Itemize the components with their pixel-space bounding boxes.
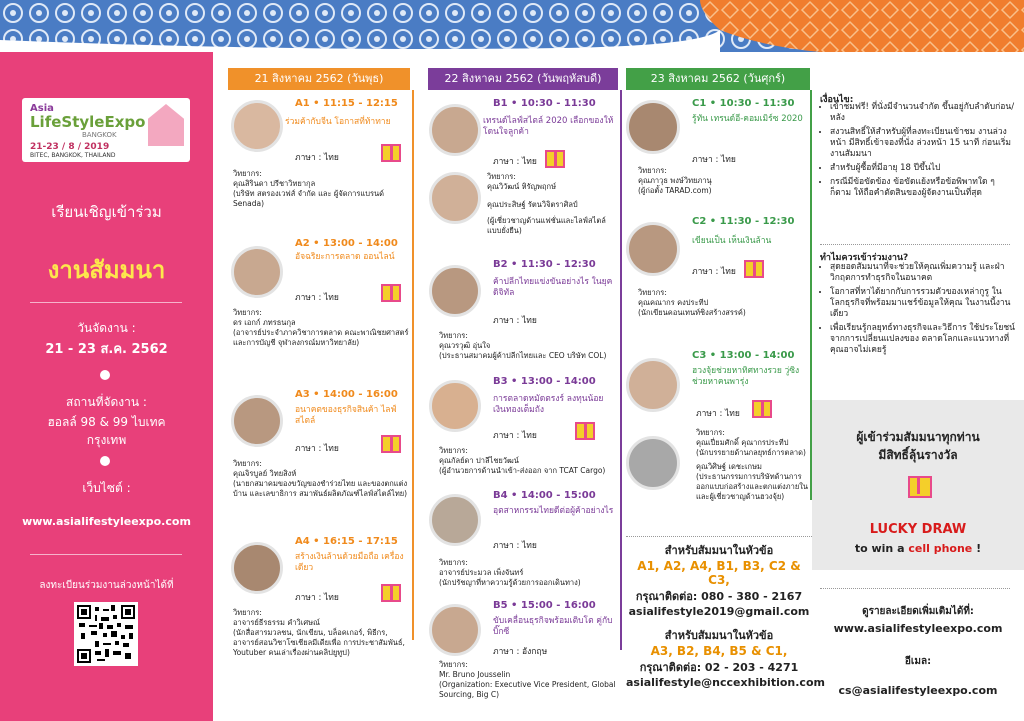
email-link[interactable]: cs@asialifestyleexpo.com (838, 684, 998, 697)
speaker-name: คุณสิรินดา ปรีชาวิทยากุล (233, 179, 316, 188)
speaker-photo (626, 222, 680, 276)
date-label: วันจัดงาน : (77, 321, 136, 335)
prize-line-1: ผู้เข้าร่วมสัมมนาทุกท่าน (856, 430, 980, 444)
speaker-name: คุณวรวุฒิ อุ่นใจ (439, 341, 491, 350)
session-title: อัจฉริยะการตลาด ออนไลน์ (295, 252, 395, 262)
speaker-label: วิทยากร: (233, 459, 262, 468)
lang-value: ไทย (721, 267, 736, 277)
qr-code[interactable] (74, 602, 138, 666)
lang-label: ภาษา : (493, 647, 520, 657)
lang-value: ไทย (522, 541, 537, 551)
expo-logo (22, 98, 190, 162)
speaker-detail: (นักบรรยายด้านกลยุทธ์การตลาด) (696, 448, 806, 457)
website-label: เว็บไซต์ : (82, 481, 131, 495)
session-title: เขียนเป็น เห็นเงินล้าน (692, 236, 772, 246)
session-title: สร้างเงินล้านด้วยมือถือ เครื่องเดียว (295, 552, 404, 573)
speaker-photo (429, 494, 481, 546)
logo-date: 21-23 / 8 / 2019 (30, 142, 110, 152)
session-time: B4 • 14:00 - 15:00 (493, 490, 596, 501)
session-title: ฮวงจุ้ยช่วยหาทิศทางรวย วู่ซิง ช่วยหาคนพารุ่ง (692, 366, 800, 387)
speaker-name-2: คุณวิศิษฐ์ เดชะเกษม (696, 462, 762, 471)
session-title: รู้ทัน เทรนด์อี-คอมเมิร์ซ 2020 (692, 114, 803, 124)
lang-label: ภาษา : (493, 157, 520, 167)
session-time: A2 • 13:00 - 14:00 (295, 238, 398, 249)
lang-label: ภาษา : (493, 431, 520, 441)
session-title: ร่วมค้ากับจีน โอกาสที่ท้าทาย (285, 117, 391, 127)
condition-item: • สงวนสิทธิ์ให้สำหรับผู้ที่ลงทะเบียนเข้าชม งานล่วงหน้า มีสิทธิ์เข้าจองที่นั่ง ล่วงหน้า 15 นาที ก่อนเริ่มงานสัมมนา (830, 127, 1016, 160)
session-a2[interactable] (225, 232, 415, 372)
gift-icon (381, 284, 401, 302)
lang-value: ไทย (324, 153, 339, 163)
speaker-photo (626, 100, 680, 154)
session-title: อุตสาหกรรมไทยดีต่อผู้ค้าอย่างไร (493, 506, 614, 516)
session-b5[interactable] (425, 596, 620, 721)
speaker-detail: (บริษัท สตรองเวฟส์ จำกัด และ ผู้จัดการแบรนด์ Senada) (233, 189, 384, 208)
speaker-detail: (นักสื่อสารมวลชน, นักเขียน, บล็อคเกอร์, พิธีกร, อาจารย์สอนวิชาโซเชียลมีเดียเพื่อ การประชาสัมพันธ์, Youtuber คนเล่าเรื่องผ่านคลิปยูทูป) (233, 628, 405, 657)
speaker-name: คุณภาวุธ พงษ์วิทยภานุ (638, 176, 712, 185)
win-text: to win a (854, 542, 909, 555)
contact-codes-1: A1, A2, A4, B1, B3, C2 & C3, (637, 559, 801, 587)
venue-value-line2: กรุงเทพ (86, 433, 127, 447)
session-c1[interactable] (626, 92, 812, 207)
contact-email-2[interactable]: asialifestyle@nccexhibition.com (626, 676, 825, 689)
session-time: B1 • 10:30 - 11:30 (493, 98, 596, 109)
date-value: 21 - 23 ส.ค. 2562 (45, 342, 168, 357)
session-b2[interactable] (425, 255, 620, 370)
speaker-detail-2: (ประธานกรรมการบริษัทด้านการ ออกแบบก่อสร้างและตกแต่งภายใน และผู้เชี่ยวชาญด้านฮวงจุ้ย) (696, 472, 809, 501)
speaker-name: ดร เอกก์ ภทรธนกุล (233, 318, 296, 327)
speaker-label: วิทยากร: (487, 172, 516, 181)
speaker-label: วิทยากร: (439, 558, 468, 567)
divider (30, 554, 182, 555)
session-time: A3 • 14:00 - 16:00 (295, 389, 398, 400)
speaker-name: คุณจิรบูลย์ วิทยสิงห์ (233, 469, 297, 478)
gift-icon (381, 584, 401, 602)
lucky-draw-title: LUCKY DRAW (869, 522, 967, 537)
speaker-photo (429, 380, 481, 432)
speaker-photo (231, 100, 283, 152)
session-title: ค้าปลีกไทยแข่งขันอย่างไร ในยุคดิจิทัล (493, 277, 613, 298)
speaker-label: วิทยากร: (439, 660, 468, 669)
lang-label: ภาษา : (295, 444, 322, 454)
why-item: • สุดยอดสัมมนาที่จะช่วยให้คุณเพิ่มความรู้ และฝ่าวิกฤตการทำธุรกิจในอนาคต (830, 262, 1016, 284)
speaker-label: วิทยากร: (233, 308, 262, 317)
lang-label: ภาษา : (696, 409, 723, 419)
why-item: • เพื่อเรียนรู้กลยุทธ์ทางธุรกิจและวิธีการ ใช้ประโยชน์จากการเปลี่ยนแปลงของ ตลาดโลกและแนวทางที่คุณอาจไม่เคยรู้ (830, 323, 1016, 356)
lang-value: ไทย (522, 316, 537, 326)
speaker-photo (231, 395, 283, 447)
lang-label: ภาษา : (295, 293, 322, 303)
house-icon (148, 104, 184, 146)
seminar-title: งานสัมมนา (47, 256, 166, 284)
register-text: ลงทะเบียนร่วมงานล่วงหน้าได้ที่ (39, 580, 174, 591)
session-b1[interactable] (425, 92, 620, 242)
lang-label: ภาษา : (692, 267, 719, 277)
condition-item: • สำหรับผู้ซื้อที่มีอายุ 18 ปีขึ้นไป (830, 163, 1016, 174)
website-link[interactable]: www.asialifestyleexpo.com (22, 515, 191, 528)
divider (820, 244, 1010, 245)
logo-line1: Asia (30, 103, 54, 114)
contact-for-2: สำหรับสัมมนาในหัวข้อ (664, 629, 774, 642)
top-pattern-banner (0, 0, 1024, 52)
speaker-label: วิทยากร: (233, 608, 262, 617)
session-time: C3 • 13:00 - 14:00 (692, 350, 795, 361)
lang-value: ไทย (324, 293, 339, 303)
lang-label: ภาษา : (295, 593, 322, 603)
lang-value: ไทย (522, 157, 537, 167)
lang-value: ไทย (721, 155, 736, 165)
speaker-detail: (ประธานสมาคมผู้ค้าปลีกไทยและ CEO บริษัท COL) (439, 351, 607, 360)
session-c3[interactable] (626, 344, 812, 499)
speaker-photo-2 (429, 172, 481, 224)
contact-phone-1[interactable]: กรุณาติดต่อ: 080 - 380 - 2167 (635, 590, 803, 603)
speaker-photo-2 (626, 436, 680, 490)
lang-value: ไทย (725, 409, 740, 419)
divider (820, 588, 1010, 589)
session-time: B3 • 13:00 - 14:00 (493, 376, 596, 387)
email-label: อีเมล: (904, 656, 932, 667)
more-info-label: ดูรายละเอียดเพิ่มเติมได้ที่: (862, 606, 974, 617)
speaker-photo (429, 604, 481, 656)
contact-for-1: สำหรับสัมมนาในหัวข้อ (664, 544, 774, 557)
lang-label: ภาษา : (493, 541, 520, 551)
session-time: C2 • 11:30 - 12:30 (692, 216, 795, 227)
session-title: เทรนด์ไลฟ์สไตล์ 2020 เลือกของให้โดนใจลูกค้า (483, 116, 614, 137)
session-title: การตลาดหมัดตรงร์ ลงทุนน้อย เงินทองเต็มถัง (493, 394, 604, 415)
session-b3[interactable] (425, 372, 620, 487)
speaker-detail: (นักปรัชญาที่หาความรู้ด้วยการออกเดินทาง) (439, 578, 581, 587)
speaker-name: อาจารย์ประมวล เพ็งจันทร์ (439, 568, 524, 577)
session-time: A1 • 11:15 - 12:15 (295, 98, 398, 109)
speaker-name: คุณกัลย์ดา ปาลีไชยวัฒน์ (439, 456, 519, 465)
day-header-21: 21 สิงหาคม 2562 (วันพุธ) (228, 68, 410, 90)
gift-icon (381, 435, 401, 453)
win-prize: cell phone (908, 542, 973, 555)
gift-icon (744, 260, 764, 278)
speaker-detail: (อาจารย์ประจำภาควิชาการตลาด คณะพาณิชยศาสตร์และการบัญชี จุฬาลงกรณ์มหาวิทยาลัย) (233, 328, 409, 347)
lang-value: ไทย (324, 444, 339, 454)
contact-codes-2: A3, B2, B4, B5 & C1, (650, 644, 788, 658)
speaker-photo (626, 358, 680, 412)
venue-value-line1: ฮอลล์ 98 & 99 ไบเทค (47, 415, 166, 429)
bullet-dot (100, 456, 110, 466)
lang-value: ไทย (522, 431, 537, 441)
speaker-photo (429, 265, 481, 317)
why-title: ทำไมควรเข้าร่วมงาน? (820, 253, 909, 263)
speaker-label: วิทยากร: (638, 166, 667, 175)
session-time: B5 • 15:00 - 16:00 (493, 600, 596, 611)
gift-icon (908, 476, 932, 498)
speaker-name: Mr. Bruno Jousselin (439, 670, 511, 679)
speaker-detail: (นักเขียนคอนเทนท์ชิงสร้างสรรค์) (638, 308, 746, 317)
session-title: ขับเคลื่อนธุรกิจพร้อมเติบโต คู่กับบิ๊กซี (493, 616, 613, 637)
session-time: C1 • 10:30 - 11:30 (692, 98, 795, 109)
speaker-name: อาจารย์ธีรธรรม คำวิเศษณ์ (233, 618, 320, 627)
bullet-dot (100, 370, 110, 380)
speaker-name: คุณเปี่ยมศักดิ์ คุณากรประทีป (696, 438, 789, 447)
left-info-panel (0, 52, 213, 721)
session-c2[interactable] (626, 210, 812, 325)
win-suffix: ! (972, 542, 982, 555)
logo-venue: BITEC, BANGKOK, THAILAND (30, 152, 116, 159)
session-b4[interactable] (425, 486, 620, 596)
venue-label: สถานที่จัดงาน : (66, 395, 147, 409)
contact-email-1[interactable]: asialifestyle2019@gmail.com (628, 605, 810, 618)
lang-label: ภาษา : (295, 153, 322, 163)
speaker-name-2: คุณประสิษฐ์ รัตนวิจิตราศิลป์ (487, 200, 578, 209)
speaker-label: วิทยากร: (696, 428, 725, 437)
gift-icon (381, 144, 401, 162)
day-header-23: 23 สิงหาคม 2562 (วันศุกร์) (626, 68, 810, 90)
day-header-22: 22 สิงหาคม 2562 (วันพฤหัสบดี) (428, 68, 618, 90)
session-time: A4 • 16:15 - 17:15 (295, 536, 398, 547)
session-a4[interactable] (225, 532, 415, 717)
speaker-label: วิทยากร: (439, 331, 468, 340)
speaker-photo (429, 104, 481, 156)
contact-phone-2[interactable]: กรุณาติดต่อ: 02 - 203 - 4271 (639, 661, 799, 674)
speaker-photo (231, 246, 283, 298)
invite-text: เรียนเชิญเข้าร่วม (51, 203, 162, 221)
more-info-website[interactable]: www.asialifestyleexpo.com (833, 622, 1003, 635)
speaker-name: คุณคณากร คงประทีป (638, 298, 709, 307)
session-title: อนาคตของธุรกิจสินค้า ไลฟ์สไตล์ (295, 405, 397, 426)
gift-icon (575, 422, 595, 440)
lang-label: ภาษา : (692, 155, 719, 165)
lang-value: อังกฤษ (522, 647, 548, 657)
speaker-label: วิทยากร: (439, 446, 468, 455)
prize-line-2: มีสิทธิ์ลุ้นรางวัล (878, 448, 958, 462)
contact-block (626, 536, 825, 689)
session-time: B2 • 11:30 - 12:30 (493, 259, 596, 270)
timeline-line-b (620, 90, 622, 650)
gift-icon (752, 400, 772, 418)
condition-item: • กรณีมีข้อขัดข้อง ข้อขัดแย้งหรือข้อพิพาทใด ๆ ก็ตาม ให้ถือคำตัดสินของผู้จัดงานเป็นที่สุด (830, 177, 1016, 199)
speaker-photo (231, 542, 283, 594)
speaker-detail-2: (ผู้เชี่ยวชาญด้านแฟชั่นและไลฟ์สไตล์แบบยั่งยืน) (487, 216, 606, 235)
speaker-label: วิทยากร: (638, 288, 667, 297)
why-list (820, 262, 1016, 359)
speaker-detail: (ผู้อำนวยการด้านนำเข้า-ส่งออก จาก TCAT Cargo) (439, 466, 606, 475)
speaker-detail: (Organization: Executive Vice President, Global Sourcing, Big C) (439, 680, 616, 699)
speaker-name: คุณวิวัฒน์ หิรัญพฤกษ์ (487, 182, 557, 191)
gift-icon (545, 150, 565, 168)
logo-line2: LifeStyleExpo (30, 113, 146, 131)
conditions-list (820, 102, 1016, 202)
conditions-title: เงื่อนไข: (820, 95, 854, 105)
speaker-detail: (ผู้ก่อตั้ง TARAD.com) (638, 186, 712, 195)
divider (30, 302, 182, 303)
lang-label: ภาษา : (493, 316, 520, 326)
logo-line3: BANGKOK (82, 131, 117, 139)
lucky-draw-box (812, 400, 1024, 570)
lang-value: ไทย (324, 593, 339, 603)
speaker-detail: (นายกสมาคมของขวัญของชำร่วยไทย และของตกแต่งบ้าน และเลขาธิการ สมาพันธ์ผลิตภัณฑ์ไลฟ์สไตล์ไทย) (233, 479, 408, 498)
session-a3[interactable] (225, 385, 415, 525)
speaker-label: วิทยากร: (233, 169, 262, 178)
session-a1[interactable] (225, 92, 415, 212)
condition-item: • เข้าชมฟรี! ที่นั่งมีจำนวนจำกัด ขึ้นอยู่กับลำดับก่อน/หลัง (830, 102, 1016, 124)
why-item: • โอกาสที่หาได้ยากกับการรวมตัวของเหล่ากูรู ในโลกธุรกิจที่พร้อมมาแชร์ข้อมูลให้คุณ ในงานนี้งานเดียว (830, 287, 1016, 320)
